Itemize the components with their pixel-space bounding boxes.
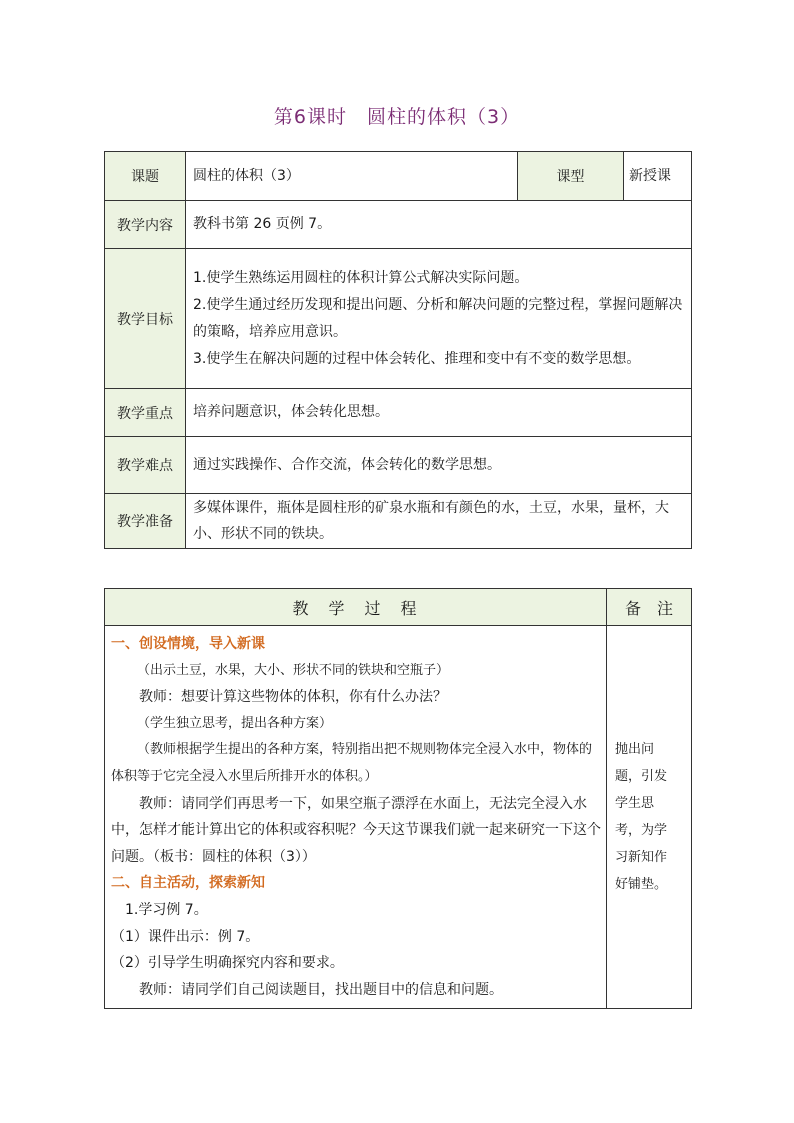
notes-cell [607, 626, 692, 1009]
type-value: 新授课 [624, 152, 692, 201]
content-value: 教科书第 26 页例 7。 [186, 201, 692, 249]
goal-item: 3.使学生在解决问题的过程中体会转化、推理和变中有不变的数学思想。 [193, 350, 641, 367]
paragraph: （教师根据学生提出的各种方案，特别指出把不规则物体完全浸入水中，物体的体积等于它完全浸入水里后所排开水的体积。） [111, 742, 593, 784]
paragraph: （出示土豆，水果，大小、形状不同的铁块和空瓶子） [137, 662, 450, 678]
goal-item: 1.使学生熟练运用圆柱的体积计算公式解决实际问题。 [193, 269, 529, 286]
paragraph: 教师：请同学们再思考一下，如果空瓶子漂浮在水面上，无法完全浸入水中，怎样才能计算出它的体积或容积呢？今天这节课我们就一起来研究一下这个问题。（板书：圆柱的体积（3）） [111, 795, 601, 865]
process-table [104, 588, 692, 1009]
difficulty-value: 通过实践操作、合作交流，体会转化的数学思想。 [186, 437, 692, 494]
topic-value: 圆柱的体积（3） [186, 152, 518, 201]
goals-list [186, 249, 692, 389]
page-title: 第6课时 圆柱的体积（3） [273, 106, 521, 128]
goals-label: 教学目标 [105, 249, 186, 389]
note-text: 抛出问题，引发学生思考，为学习新知作好铺垫。 [615, 742, 668, 893]
paragraph: 1.学习例 7。 [125, 901, 208, 918]
paragraph: （学生独立思考，提出各种方案） [137, 715, 333, 731]
goal-item: 2.使学生通过经历发现和提出问题、分析和解决问题的完整过程，掌握问题解决的策略，培养应用意识。 [193, 296, 683, 340]
paragraph: （2）引导学生明确探究内容和要求。 [111, 955, 344, 972]
paragraph: 教师：请同学们自己阅读题目，找出题目中的信息和问题。 [139, 981, 503, 998]
section-heading: 二、自主活动，探索新知 [111, 875, 265, 892]
key-value: 培养问题意识，体会转化思想。 [186, 389, 692, 437]
paragraph: 教师：想要计算这些物体的体积，你有什么办法？ [139, 689, 447, 706]
prep-value: 多媒体课件，瓶体是圆柱形的矿泉水瓶和有颜色的水，土豆，水果，量杯，大小、形状不同的铁块。 [186, 494, 692, 549]
difficulty-label: 教学难点 [105, 437, 186, 494]
process-header: 教 学 过 程 [105, 589, 607, 626]
lesson-info-table [104, 151, 692, 549]
process-content [105, 626, 607, 1009]
notes-header: 备 注 [607, 589, 692, 626]
type-label: 课型 [518, 152, 624, 201]
section-heading: 一、创设情境，导入新课 [111, 636, 265, 652]
prep-label: 教学准备 [105, 494, 186, 549]
key-label: 教学重点 [105, 389, 186, 437]
topic-label: 课题 [105, 152, 186, 201]
paragraph: （1）课件出示：例 7。 [111, 928, 260, 945]
content-label: 教学内容 [105, 201, 186, 249]
